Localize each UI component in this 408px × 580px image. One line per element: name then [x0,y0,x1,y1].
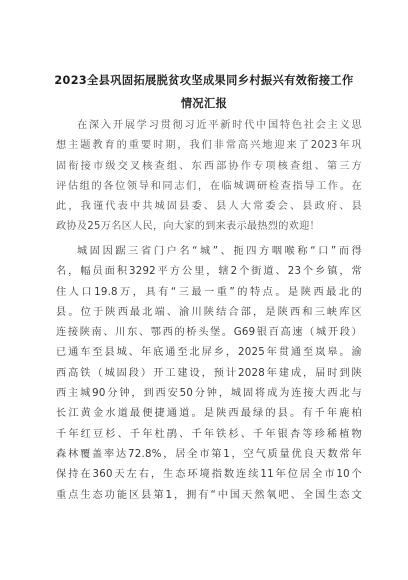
paragraph-line: 城固因踞三省门户名“城”、扼四方咽喉称“口”而得 [77,246,362,257]
paragraph-line: 保持在360天左右，生态环境指数连续11年位居全市10个 [56,469,362,481]
paragraph-line: 固衔接市级交叉核查组、东西部协作专项核查组、第三方 [56,160,362,172]
paragraph-line: 已通车至县城、年底通至北屏乡，2025年贯通至岚皋。渝 [56,347,362,359]
paragraph-county-overview [56,242,362,506]
paragraph-line: 西高铁（城固段）开工建设，预计2028年建成，届时到陕 [56,367,362,379]
paragraph-line: 千年红豆杉、千年杜鹃、千年铁杉、千年银杏等珍稀植物 [56,428,362,440]
document-title-line-2: 情况汇报 [180,97,228,110]
paragraph-line: 县。位于陕西最北端、渝川陕结合部，是陕西和三峡库区 [56,306,362,318]
paragraph-line: 名，幅员面积3292平方公里，辖2个街道、23个乡镇，常 [56,266,362,278]
paragraph-line: 西主城90分钟，到西安50分钟，城固将成为连接大西北与 [56,388,362,400]
paragraph-line: 政协及25万名区人民，向大家的到来表示最热烈的欢迎！ [56,221,320,233]
paragraph-welcome [56,116,362,238]
paragraph-line: 长江黄金水道最便捷通道。是陕西最绿的县。有千年鹿柏 [56,408,362,420]
paragraph-line: 在深入开展学习贯彻习近平新时代中国特色社会主义思 [77,120,362,131]
paragraph-line: 想主题教育的重要时期，我们非常高兴地迎来了2023年巩 [56,140,362,152]
paragraph-line: 评估组的各位领导和同志们，在临城调研检查指导工作。在 [56,180,362,192]
paragraph-line: 住人口19.8万，具有“三最一重”的特点。是陕西最北的 [56,286,362,298]
paragraph-line: 连接陕南、川东、鄂西的桥头堡。G69银百高速（城开段） [56,327,362,339]
paragraph-line: 森林覆盖率达72.8%，居全市第1，空气质量优良天数常年 [56,448,362,460]
document-title-line-1: 2023全县巩固拓展脱贫攻坚成果同乡村振兴有效衔接工作 [54,74,354,87]
paragraph-line: 此，我谨代表中共城固县委、县人大常委会、县政府、县 [56,201,362,213]
paragraph-line: 重点生态功能区县第1，拥有“中国天然氧吧、全国生态文 [56,489,362,501]
